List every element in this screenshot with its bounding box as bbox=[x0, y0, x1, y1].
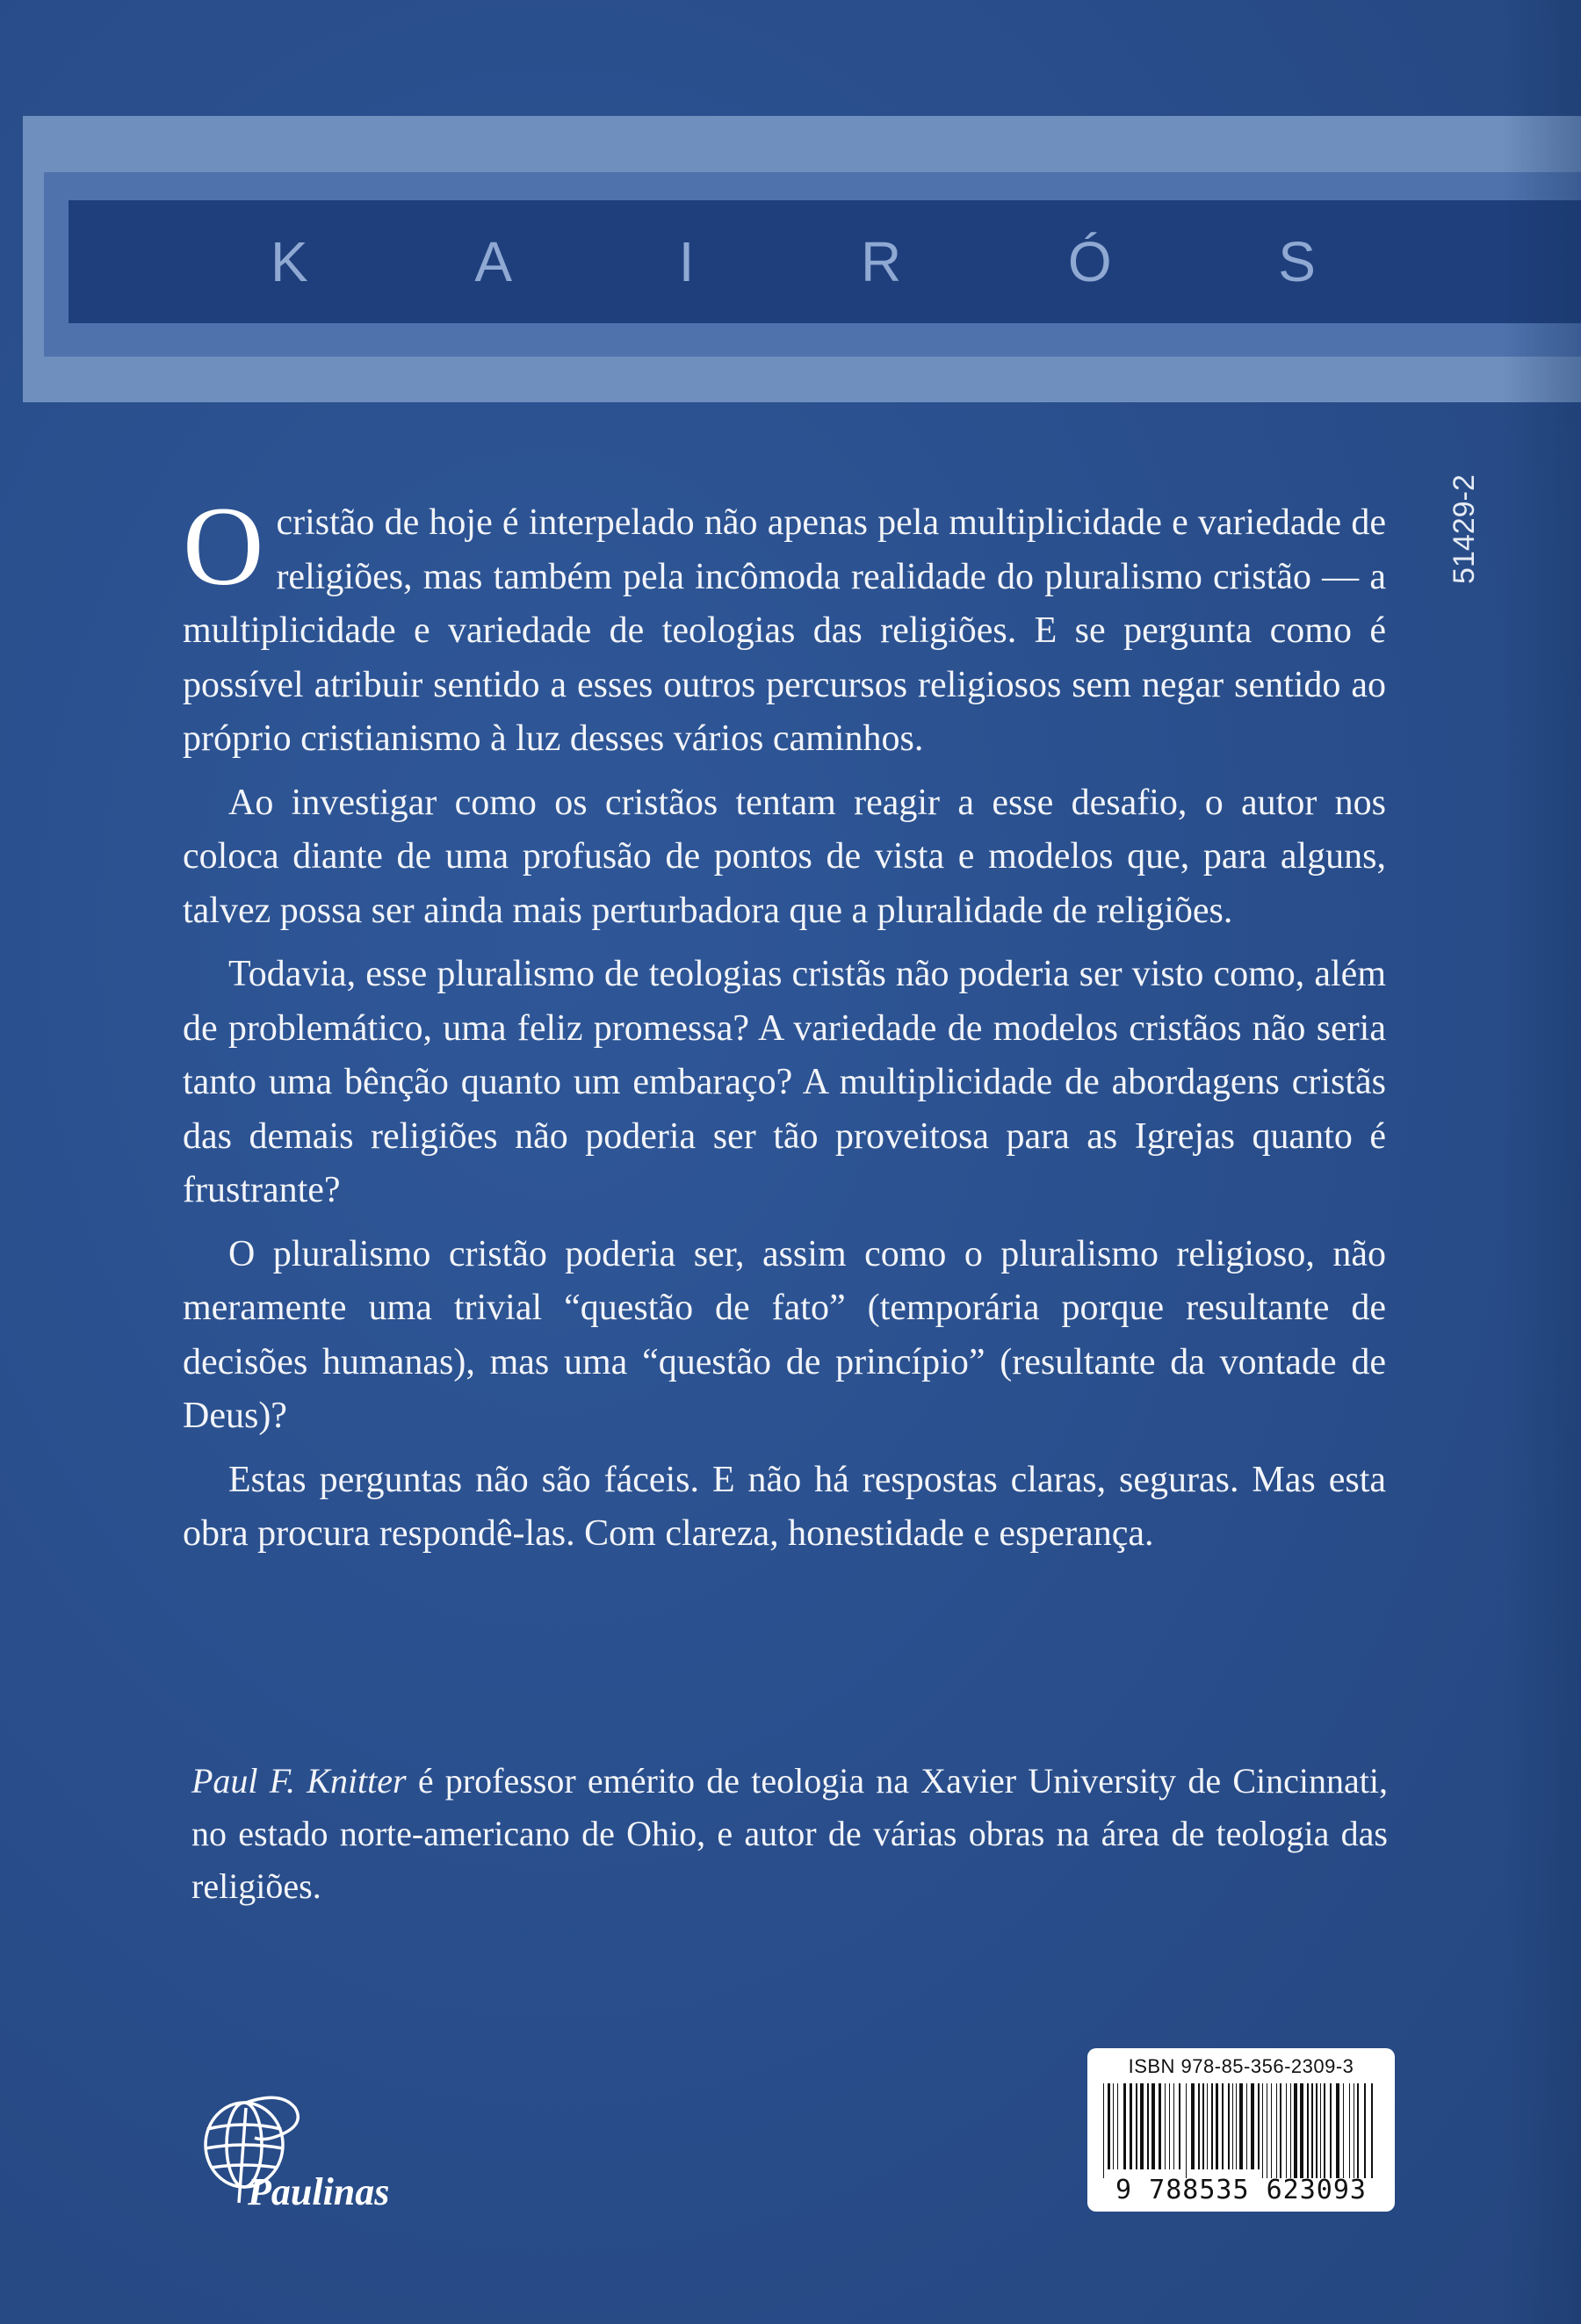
series-letter: I bbox=[678, 230, 695, 293]
barcode-digits: 9 788535 623093 bbox=[1115, 2175, 1367, 2205]
series-title bbox=[69, 200, 1368, 323]
blurb-paragraph: O pluralismo cristão poderia ser, assim como o pluralismo religioso, não meramente uma trivial “questão de fato” (temporária porque resultante de decisões humanas), mas uma “questão de princípio” (resultante da vontade de Deus)? bbox=[183, 1233, 1386, 1436]
series-letter: K bbox=[271, 230, 308, 293]
isbn-number: ISBN 978-85-356-2309-3 bbox=[1128, 2055, 1354, 2077]
publisher-name: Paulinas bbox=[248, 2170, 390, 2213]
series-letter: Ó bbox=[1067, 230, 1112, 293]
blurb-paragraph-text: cristão de hoje é interpelado não apenas pela multiplicidade e variedade de religiões, mas também pela incômoda realidade do pluralismo cristão — a multiplicidade e variedade de teologias das religiões. E se pergunta como é possível atribuir sentido a esses outros percursos religiosos sem negar sentido ao próprio cristianismo à luz desses vários caminhos. bbox=[183, 502, 1386, 759]
series-letter: S bbox=[1278, 230, 1316, 293]
publisher-logo bbox=[193, 2090, 395, 2222]
paulinas-globe-icon bbox=[193, 2090, 395, 2222]
barcode-label bbox=[1087, 2048, 1395, 2212]
barcode-icon bbox=[1098, 2083, 1384, 2178]
blurb-paragraph bbox=[183, 484, 1386, 767]
author-note bbox=[191, 1755, 1388, 1913]
blurb-text bbox=[183, 484, 1386, 1571]
drop-cap: O bbox=[183, 484, 264, 609]
author-bio: é professor emérito de teologia na Xavier University de Cincinnati, no estado norte-americano de Ohio, e autor de várias obras na área de teologia das religiões. bbox=[191, 1761, 1388, 1906]
series-letter: A bbox=[474, 230, 512, 293]
series-letter: R bbox=[861, 230, 902, 293]
blurb-paragraph: Todavia, esse pluralismo de teologias cristãs não poderia ser visto como, além de problemático, uma feliz promessa? A variedade de modelos cristãos não seria tanto uma bênção quanto um embaraço? A multiplicidade de abordagens cristãs das demais religiões não poderia ser tão proveitosa para as Igrejas quanto é frustrante? bbox=[183, 954, 1386, 1210]
catalog-code: 51429-2 bbox=[1447, 474, 1481, 584]
blurb-paragraph: Estas perguntas não são fáceis. E não há respostas claras, seguras. Mas esta obra procura respondê-las. Com clareza, honestidade e esperança. bbox=[183, 1459, 1386, 1554]
author-name: Paul F. Knitter bbox=[191, 1761, 407, 1801]
blurb-paragraph: Ao investigar como os cristãos tentam reagir a esse desafio, o autor nos coloca diante de uma profusão de pontos de vista e modelos que, para alguns, talvez possa ser ainda mais perturbadora que a pluralidade de religiões. bbox=[183, 782, 1386, 931]
